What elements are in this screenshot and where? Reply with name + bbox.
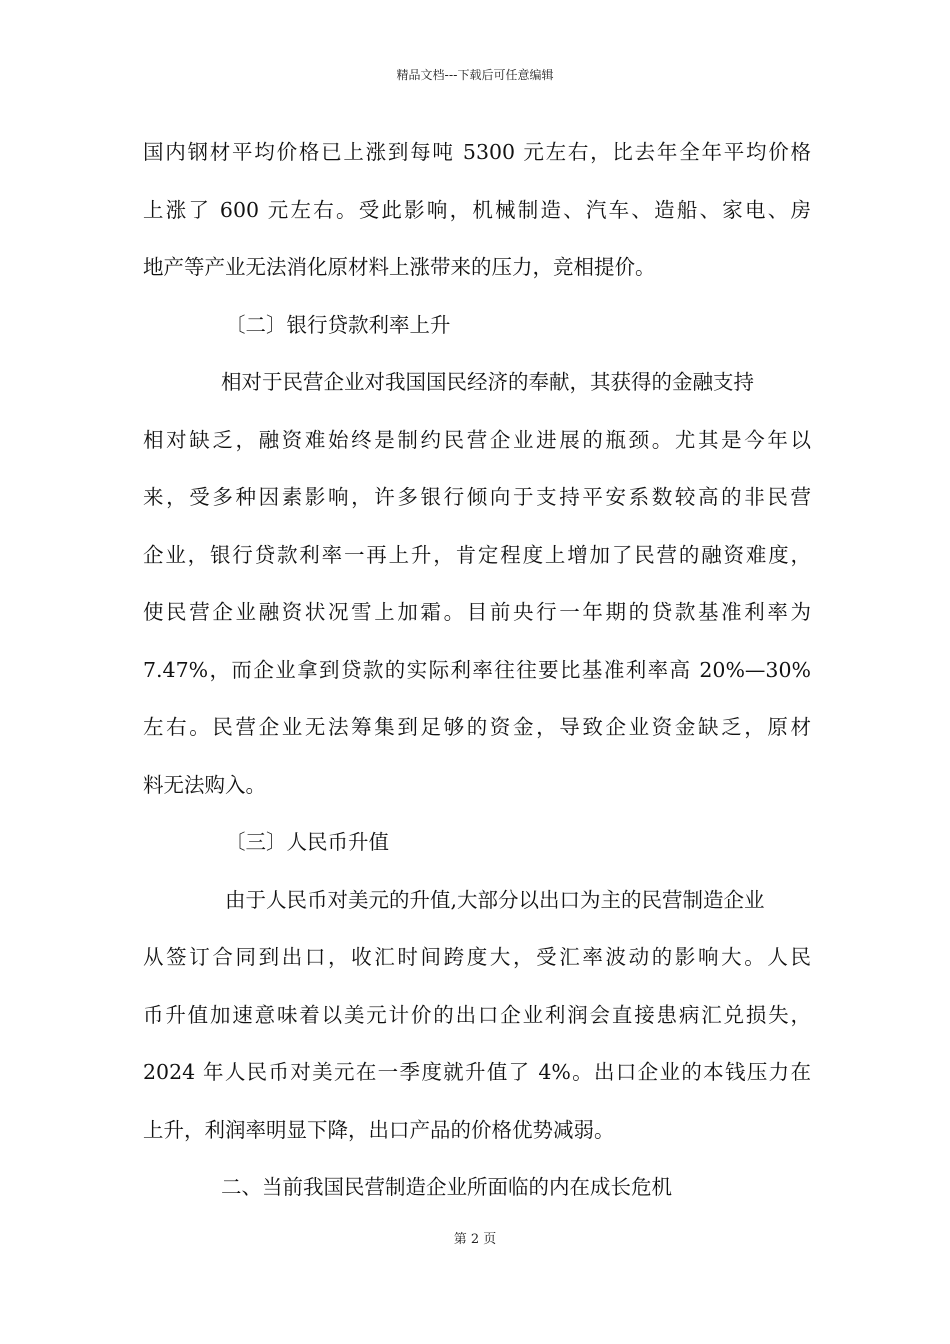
- paragraph-line: 地产等产业无法消化原材料上涨带来的压力，竞相提价。: [143, 255, 656, 279]
- paragraph-line: 使民营企业融资状况雪上加霜。目前央行一年期的贷款基准利率为: [143, 600, 811, 624]
- paragraph-line: 2024 年人民币对美元在一季度就升值了 4%。出口企业的本钱压力在: [143, 1060, 811, 1084]
- paragraph-line: 币升值加速意味着以美元计价的出口企业利润会直接患病汇兑损失，: [143, 1002, 811, 1027]
- paragraph-line: 由于人民币对美元的升值,大部分以出口为主的民营制造企业: [225, 887, 765, 912]
- paragraph-line: 从签订合同到出口，收汇时间跨度大，受汇率波动的影响大。人民: [143, 945, 811, 969]
- paragraph-line: 上涨了 600 元左右。受此影响，机械制造、汽车、造船、家电、房: [143, 197, 811, 222]
- section-heading: 〔二〕银行贷款利率上升: [225, 312, 451, 337]
- paragraph-line: 料无法购入。: [143, 772, 266, 797]
- paragraph-line: 相对于民营企业对我国国民经济的奉献，其获得的金融支持: [221, 370, 754, 394]
- paragraph-line: 7.47%，而企业拿到贷款的实际利率往往要比基准利率高 20%—30%: [143, 657, 811, 682]
- paragraph-line: 左右。民营企业无法筹集到足够的资金，导致企业资金缺乏，原材: [143, 715, 811, 739]
- paragraph-line: 国内钢材平均价格已上涨到每吨 5300 元左右，比去年全年平均价格: [143, 140, 811, 164]
- paragraph-line: 相对缺乏，融资难始终是制约民营企业进展的瓶颈。尤其是今年以: [143, 427, 811, 452]
- paragraph-line: 企业，银行贷款利率一再上升，肯定程度上增加了民营的融资难度，: [143, 542, 811, 567]
- section-heading: 〔三〕人民币升值: [225, 830, 389, 854]
- chapter-heading: 二、当前我国民营制造企业所面临的内在成长危机: [221, 1175, 672, 1199]
- body-text: [143, 130, 811, 1223]
- paragraph-line: 上升，利润率明显下降，出口产品的价格优势减弱。: [143, 1117, 615, 1142]
- page-number: 第 2 页: [453, 1232, 497, 1247]
- paragraph-line: 来，受多种因素影响，许多银行倾向于支持平安系数较高的非民营: [143, 485, 811, 509]
- page-header: 精品文档---下载后可任意编辑: [396, 68, 554, 82]
